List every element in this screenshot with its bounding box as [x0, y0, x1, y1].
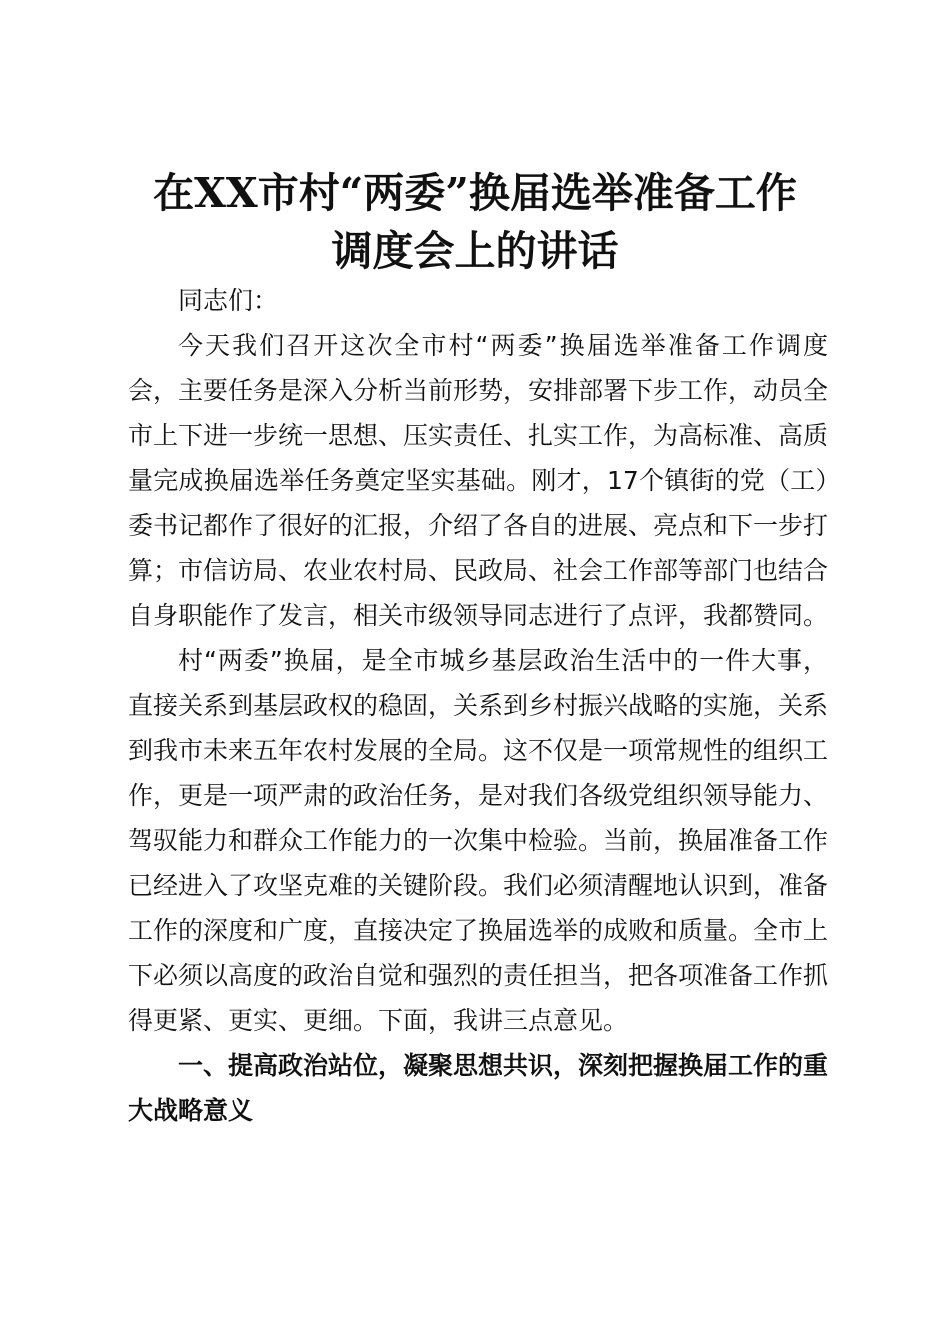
- paragraph-significance: 村“两委”换届，是全市城乡基层政治生活中的一件大事，直接关系到基层政权的稳固，关系到乡村振兴战略的实施，关系到我市未来五年农村发展的全局。这不仅是一项常规性的组织工作，更是一项严肃的政治任务，是对我们各级党组织领导能力、驾驭能力和群众工作能力的一次集中检验。当前，换届准备工作已经进入了攻坚克难的关键阶段。我们必须清醒地认识到，准备工作的深度和广度，直接决定了换届选举的成败和质量。全市上下必须以高度的政治自觉和强烈的责任担当，把各项准备工作抓得更紧、更实、更细。下面，我讲三点意见。: [128, 646, 829, 1035]
- title-line-1: 在XX市村“两委”换届选举准备工作: [153, 169, 797, 217]
- title-line-2: 调度会上的讲话: [331, 227, 619, 275]
- document-body: [128, 278, 828, 1133]
- section-heading-1: 一、提高政治站位，凝聚思想共识，深刻把握换届工作的重大战略意义: [128, 1051, 829, 1125]
- document-title: [110, 164, 840, 280]
- paragraph-opening: 今天我们召开这次全市村“两委”换届选举准备工作调度会，主要任务是深入分析当前形势，安排部署下步工作，动员全市上下进一步统一思想、压实责任、扎实工作，为高标准、高质量完成换届选举任务奠定坚实基础。刚才，17个镇街的党（工）委书记都作了很好的汇报，介绍了各自的进展、亮点和下一步打算；市信访局、农业农村局、民政局、社会工作部等部门也结合自身职能作了发言，相关市级领导同志进行了点评，我都赞同。: [128, 331, 829, 630]
- salutation: 同志们：: [178, 286, 279, 315]
